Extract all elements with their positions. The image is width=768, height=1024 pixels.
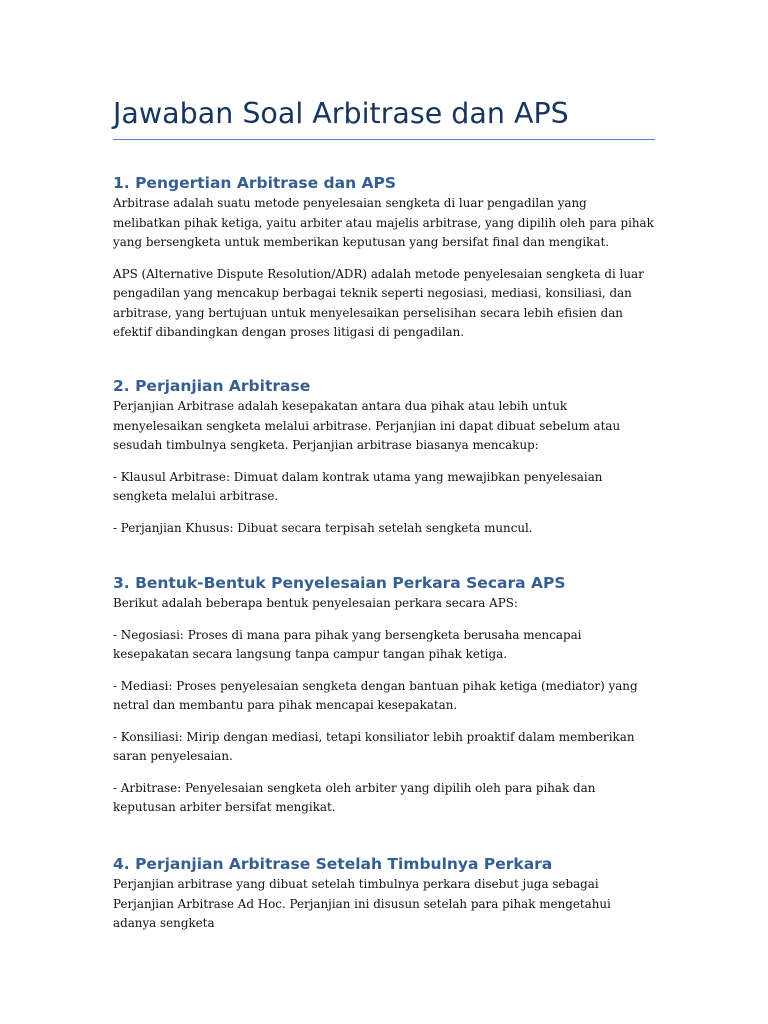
- list-item: - Klausul Arbitrase: Dimuat dalam kontrak utama yang mewajibkan penyelesaian sengketa melalui arbitrase.: [113, 469, 603, 503]
- section-heading: 4. Perjanjian Arbitrase Setelah Timbulnya Perkara: [113, 855, 553, 873]
- section-pengertian: [113, 172, 655, 343]
- section-heading: 3. Bentuk-Bentuk Penyelesaian Perkara Secara APS: [113, 574, 566, 592]
- document-title: Jawaban Soal Arbitrase dan APS: [113, 97, 569, 130]
- list-item: - Arbitrase: Penyelesaian sengketa oleh arbiter yang dipilih oleh para pihak dan keputusan arbiter bersifat mengikat.: [113, 780, 596, 814]
- section-heading: 2. Perjanjian Arbitrase: [113, 377, 311, 395]
- list-item: - Negosiasi: Proses di mana para pihak yang bersengketa berusaha mencapai kesepakatan secara langsung tanpa campur tangan pihak ketiga.: [113, 627, 582, 661]
- section-heading: 1. Pengertian Arbitrase dan APS: [113, 174, 397, 192]
- list-item: - Konsiliasi: Mirip dengan mediasi, tetapi konsiliator lebih proaktif dalam memberikan saran penyelesaian.: [113, 729, 635, 763]
- section-bentuk-aps: [113, 572, 655, 818]
- list-item: - Mediasi: Proses penyelesaian sengketa dengan bantuan pihak ketiga (mediator) yang netral dan membantu para pihak mencapai kesepakatan.: [113, 678, 638, 712]
- paragraph: Perjanjian arbitrase yang dibuat setelah timbulnya perkara disebut juga sebagai Perjanjian Arbitrase Ad Hoc. Perjanjian ini disusun setelah para pihak mengetahui adanya sengketa: [113, 877, 611, 930]
- section-perjanjian-setelah-perkara: [113, 853, 655, 934]
- paragraph: Perjanjian Arbitrase adalah kesepakatan antara dua pihak atau lebih untuk menyelesaikan sengketa melalui arbitrase. Perjanjian ini dapat dibuat sebelum atau sesudah timbulnya sengketa. Perjanjian arbitrase biasanya mencakup:: [113, 399, 621, 452]
- section-perjanjian-arbitrase: [113, 375, 655, 538]
- paragraph: Arbitrase adalah suatu metode penyelesaian sengketa di luar pengadilan yang melibatkan pihak ketiga, yaitu arbiter atau majelis arbitrase, yang dipilih oleh para pihak yang bersengketa untuk memberikan keputusan yang bersifat final dan mengikat.: [113, 196, 654, 249]
- title-divider: [113, 139, 655, 140]
- paragraph: APS (Alternative Dispute Resolution/ADR) adalah metode penyelesaian sengketa di luar pengadilan yang mencakup berbagai teknik seperti negosiasi, mediasi, konsiliasi, dan arbitrase, yang bertujuan untuk menyelesaikan perselisihan secara lebih efisien dan efektif dibandingkan dengan proses litigasi di pengadilan.: [113, 266, 644, 339]
- paragraph: Berikut adalah beberapa bentuk penyelesaian perkara secara APS:: [113, 596, 518, 610]
- list-item: - Perjanjian Khusus: Dibuat secara terpisah setelah sengketa muncul.: [113, 520, 533, 535]
